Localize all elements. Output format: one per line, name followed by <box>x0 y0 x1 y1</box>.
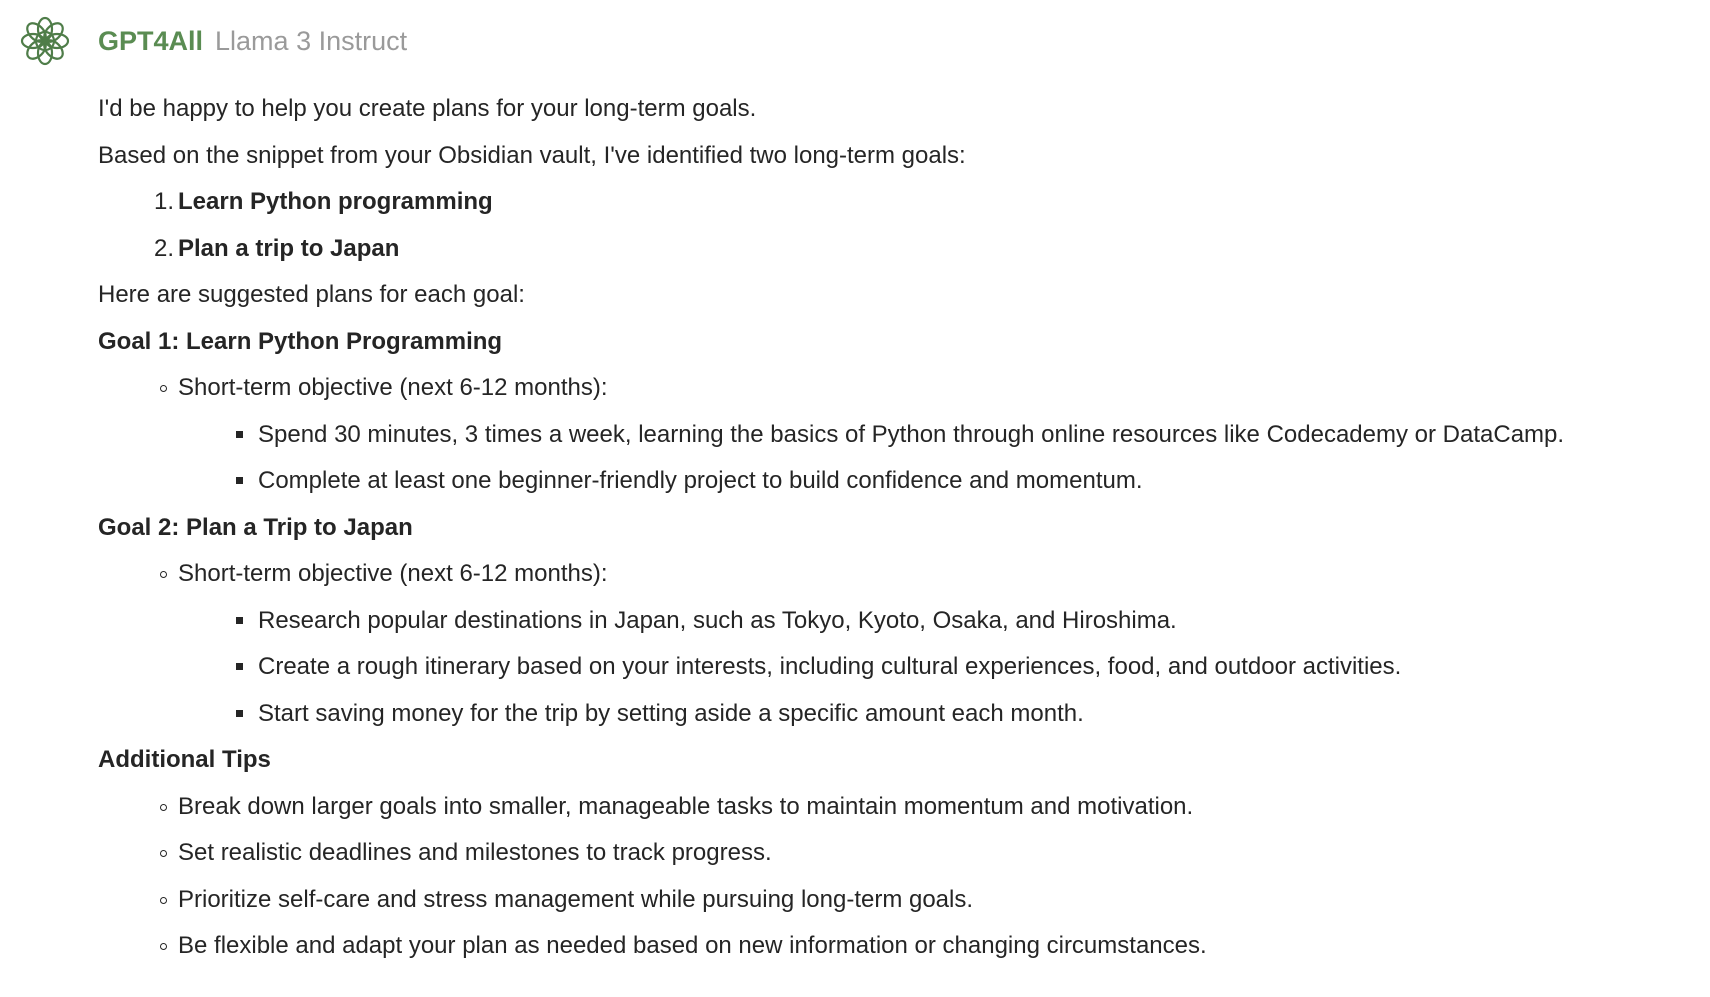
list-item-text: Spend 30 minutes, 3 times a week, learning the basics of Python through online resources like Codecademy or DataCamp. <box>258 420 1565 448</box>
numbered-list-item <box>98 226 1678 273</box>
list-item-text: Short-term objective (next 6-12 months): <box>178 560 608 587</box>
circle-bullet-icon <box>160 804 167 811</box>
square-bullet-icon <box>236 431 243 438</box>
list-item-text: Break down larger goals into smaller, manageable tasks to maintain momentum and motivation. <box>178 792 1194 820</box>
circle-bullet-icon <box>160 571 167 578</box>
numbered-list-item <box>98 179 1678 226</box>
circle-bullet-icon <box>160 897 167 904</box>
list-item-text: Prioritize self-care and stress management while pursuing long-term goals. <box>178 885 974 913</box>
sub-bullet-list-item <box>98 644 1678 691</box>
bullet-list-item <box>98 551 1678 598</box>
bullet-list-item <box>98 830 1678 877</box>
sub-bullet-list-item <box>98 458 1678 505</box>
sub-bullet-list-item <box>98 691 1678 738</box>
bullet-list-item <box>98 923 1678 970</box>
message-header <box>18 14 407 68</box>
circle-bullet-icon <box>160 385 167 392</box>
app-name: GPT4All <box>98 25 204 56</box>
list-item-text: Plan a trip to Japan <box>178 234 400 262</box>
message-paragraph: Here are suggested plans for each goal: <box>98 281 525 308</box>
sub-bullet-list-item <box>98 598 1678 645</box>
list-number: 2. <box>153 234 174 262</box>
square-bullet-icon <box>236 477 243 484</box>
message-paragraph: I'd be happy to help you create plans for your long-term goals. <box>98 95 757 122</box>
list-item-text: Research popular destinations in Japan, such as Tokyo, Kyoto, Osaka, and Hiroshima. <box>258 606 1177 634</box>
bullet-list-item <box>98 365 1678 412</box>
list-item-text: Set realistic deadlines and milestones to track progress. <box>178 839 772 866</box>
square-bullet-icon <box>236 617 243 624</box>
message-paragraph: Based on the snippet from your Obsidian vault, I've identified two long-term goals: <box>98 141 966 169</box>
bullet-list-item <box>98 877 1678 924</box>
list-item-text: Complete at least one beginner-friendly project to build confidence and momentum. <box>258 467 1143 494</box>
tips-heading: Additional Tips <box>98 746 271 773</box>
list-item-text: Be flexible and adapt your plan as needed based on new information or changing circumstances. <box>178 932 1207 959</box>
list-item-text: Short-term objective (next 6-12 months): <box>178 374 608 401</box>
sub-bullet-list-item <box>98 412 1678 459</box>
list-number: 1. <box>153 188 174 215</box>
square-bullet-icon <box>236 663 243 670</box>
bullet-list-item <box>98 784 1678 831</box>
list-item-text: Learn Python programming <box>178 188 493 215</box>
assistant-message <box>98 86 1678 970</box>
goal2-heading: Goal 2: Plan a Trip to Japan <box>98 513 413 541</box>
list-item-text: Start saving money for the trip by setting aside a specific amount each month. <box>258 699 1084 727</box>
circle-bullet-icon <box>160 850 167 857</box>
circle-bullet-icon <box>160 943 167 950</box>
gpt4all-logo-icon <box>18 14 72 68</box>
model-name: Llama 3 Instruct <box>215 25 408 56</box>
list-item-text: Create a rough itinerary based on your interests, including cultural experiences, food, and outdoor activities. <box>258 653 1402 680</box>
goal1-heading: Goal 1: Learn Python Programming <box>98 327 503 355</box>
square-bullet-icon <box>236 710 243 717</box>
